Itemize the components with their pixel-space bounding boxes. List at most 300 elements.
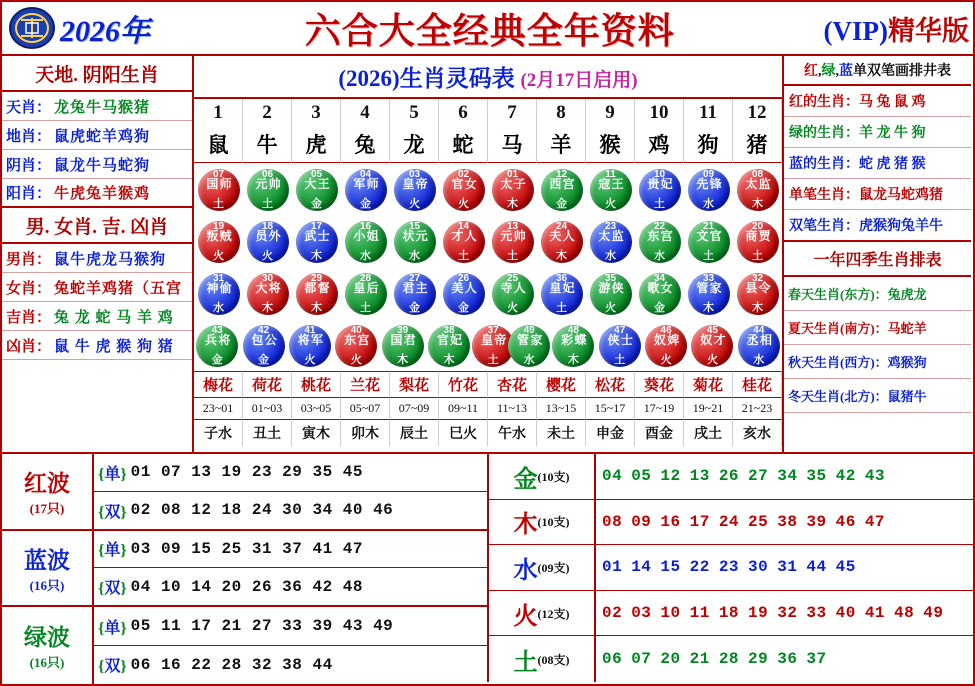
ball-cell[interactable]: [537, 218, 586, 265]
number-ball[interactable]: [345, 169, 387, 211]
element-name: 火: [513, 603, 538, 630]
element-number: 48: [894, 604, 915, 623]
ball-element: 火: [507, 301, 518, 314]
ball-title: 国 君: [390, 332, 415, 347]
column-header-numbers: [194, 99, 782, 127]
number-ball[interactable]: [196, 325, 238, 367]
list-item: 夏天生肖(南方)：马蛇羊: [784, 311, 971, 345]
range-cell: 13~15: [537, 397, 586, 419]
row-label: 阳肖：: [6, 186, 52, 202]
ball-cell[interactable]: [684, 270, 733, 317]
ball-row: [194, 319, 782, 371]
header-year: 2026年: [60, 15, 150, 48]
range-cell: 01~03: [243, 397, 292, 419]
list-item: 蓝的生肖：蛇 虎 猪 猴: [784, 148, 971, 179]
ball-element: 木: [443, 353, 455, 366]
number-ball[interactable]: [639, 273, 681, 315]
ball-number: 09: [702, 168, 715, 180]
range-cell: 15~17: [586, 397, 635, 419]
table-title-sub: (2月17日启用): [520, 70, 638, 91]
number-ball[interactable]: [688, 169, 730, 211]
ball-element: 土: [703, 249, 714, 262]
ball-element: 木: [507, 197, 518, 210]
number-ball[interactable]: [738, 325, 780, 367]
ball-number: 30: [261, 272, 274, 284]
col-animal: 狗: [684, 127, 733, 163]
element-number: 08: [602, 512, 623, 531]
table-row: [2, 607, 487, 684]
number-ball[interactable]: [428, 325, 470, 367]
number-ball[interactable]: [508, 325, 550, 367]
flower-cell: 菊花: [684, 371, 733, 397]
number-ball[interactable]: [541, 221, 583, 263]
number-ball[interactable]: [492, 273, 534, 315]
ball-number: 37: [487, 324, 499, 336]
ball-element: 土: [360, 301, 371, 314]
row-value: 鼠虎蛇羊鸡狗: [54, 128, 151, 145]
ball-element: 木: [752, 301, 763, 314]
ball-number: 34: [653, 272, 666, 284]
right-title-1: 红,绿,蓝单双笔画排井表: [784, 56, 971, 86]
ball-title: 将 军: [297, 332, 323, 347]
branch-cell: 寅木: [292, 419, 341, 446]
element-number: 20: [660, 650, 681, 669]
ball-title: 官 妃: [436, 332, 462, 347]
ball-cell[interactable]: [243, 270, 292, 317]
row-value: 兔蛇羊鸡猪（五宫: [54, 280, 183, 297]
number-ball[interactable]: [335, 325, 377, 367]
even-tag: 双: [104, 503, 121, 521]
table-row: [489, 454, 973, 500]
list-item: [2, 331, 192, 360]
row-value: 牛虎兔羊猴鸡: [54, 186, 151, 202]
number-ball[interactable]: [198, 273, 240, 315]
ball-cell[interactable]: [684, 218, 733, 265]
ball-cell[interactable]: [292, 218, 341, 265]
ball-title: 奴 才: [700, 332, 725, 347]
number-ball[interactable]: [296, 273, 338, 315]
element-count: (09支): [537, 560, 570, 575]
range-cell: 03~05: [292, 397, 341, 419]
ball-number: 31: [212, 272, 225, 284]
ball-title: 彩 蝶: [561, 332, 586, 347]
ball-element: 火: [605, 301, 616, 314]
wave-even-line: {双} 04 10 14 20 26 36 42 48: [98, 577, 363, 598]
ball-title: 都 督: [304, 280, 329, 295]
right-title-2: 一年四季生肖排表: [784, 242, 971, 277]
element-number: 18: [718, 604, 740, 623]
number-ball[interactable]: [247, 221, 289, 263]
ball-number: 08: [751, 168, 764, 180]
number-ball[interactable]: [688, 221, 730, 263]
ball-number: 03: [408, 168, 421, 180]
ball-number: 01: [506, 168, 519, 180]
number-ball[interactable]: [492, 221, 534, 263]
number-ball[interactable]: [590, 169, 632, 211]
ball-cell[interactable]: [439, 270, 488, 317]
element-count: (08支): [537, 652, 570, 667]
range-cell: 17~19: [635, 397, 684, 419]
ball-element: 火: [706, 353, 718, 366]
ball-cell[interactable]: [733, 166, 782, 213]
ball-title: 叛 贼: [206, 228, 231, 243]
ball-title: 东 宫: [344, 332, 369, 347]
ball-cell[interactable]: [194, 270, 243, 317]
ball-cell[interactable]: [597, 322, 643, 369]
element-number: 10: [660, 604, 681, 623]
number-ball[interactable]: [382, 325, 424, 367]
ball-number: 14: [457, 220, 470, 232]
ball-element: 土: [752, 249, 763, 262]
ball-element: 金: [258, 353, 270, 366]
wave-number-lines: [94, 454, 487, 529]
ball-cell[interactable]: [537, 270, 586, 317]
col-animal: 猴: [586, 127, 635, 163]
ball-title: 大 将: [255, 280, 280, 295]
element-label-cell: [489, 454, 596, 499]
ball-cell[interactable]: [586, 270, 635, 317]
number-ball[interactable]: [296, 221, 338, 263]
number-ball[interactable]: [590, 273, 632, 315]
ball-number: 41: [304, 324, 316, 336]
number-ball[interactable]: [691, 325, 733, 367]
ball-title: 游 侠: [598, 280, 623, 295]
ball-number: 17: [310, 220, 323, 232]
ball-cell[interactable]: [643, 322, 689, 369]
ball-cell[interactable]: [390, 218, 439, 265]
number-ball[interactable]: [243, 325, 285, 367]
row-label: 地肖：: [6, 128, 52, 145]
ball-element: 火: [409, 197, 420, 210]
list-item: 单笔生肖：鼠龙马蛇鸡猪: [784, 179, 971, 210]
ball-title: 才 人: [451, 228, 476, 243]
ball-title: 歌 女: [647, 280, 672, 295]
ball-title: 太 监: [745, 176, 770, 191]
ball-cell[interactable]: [635, 270, 684, 317]
col-animal: 虎: [292, 127, 341, 163]
number-ball[interactable]: [492, 169, 534, 211]
element-number: 03: [631, 604, 652, 623]
row-label: 阴肖：: [6, 157, 52, 174]
ball-title: 文 官: [696, 228, 721, 243]
ball-number: 26: [457, 272, 470, 284]
ball-title: 官 女: [451, 176, 476, 191]
number-ball[interactable]: [443, 273, 485, 315]
ball-element: 火: [213, 249, 224, 262]
ball-title: 太 子: [500, 176, 525, 191]
number-ball[interactable]: [541, 273, 583, 315]
col-num: 6: [439, 99, 488, 127]
element-number: 05: [631, 467, 652, 486]
col-animal: 兔: [341, 127, 390, 163]
ball-element: 火: [660, 353, 672, 366]
ball-title: 小 姐: [353, 228, 378, 243]
ball-number: 06: [261, 168, 274, 180]
wave-count: (16只): [29, 577, 65, 593]
ball-title: 皇 妃: [549, 280, 574, 295]
number-ball[interactable]: [541, 169, 583, 211]
number-ball[interactable]: [639, 169, 681, 211]
ball-cell[interactable]: [472, 322, 550, 369]
wave-table: [2, 454, 489, 682]
ball-element: 木: [752, 197, 763, 210]
coin-logo-icon: [6, 6, 58, 50]
row-label: 男肖：: [6, 251, 52, 268]
ball-element: 金: [360, 197, 371, 210]
element-number: 42: [835, 467, 856, 486]
element-name: 土: [513, 649, 538, 676]
ball-cell[interactable]: [243, 218, 292, 265]
table-row: [489, 636, 973, 682]
wave-name: 蓝波: [24, 547, 70, 573]
ball-title: 寇 王: [598, 176, 623, 191]
range-cell: 23~01: [194, 397, 243, 419]
ball-title: 军 师: [353, 176, 378, 191]
ball-cell[interactable]: [488, 166, 537, 213]
number-ball[interactable]: [443, 169, 485, 211]
ball-number: 32: [751, 272, 764, 284]
number-ball[interactable]: [198, 221, 240, 263]
branch-cell: 申金: [586, 419, 635, 446]
ball-element: 水: [753, 353, 765, 366]
ball-cell[interactable]: [292, 166, 341, 213]
ball-cell[interactable]: [439, 166, 488, 213]
col-animal: 蛇: [439, 127, 488, 163]
element-label-cell: [489, 591, 596, 636]
element-number: 38: [777, 512, 798, 531]
wave-odd-line: {单} 03 09 15 25 31 37 41 47: [94, 531, 487, 569]
ball-number: 42: [257, 324, 270, 336]
ball-number: 22: [653, 220, 666, 232]
col-animal: 龙: [390, 127, 439, 163]
ball-title: 兵 将: [205, 332, 230, 347]
ball-cell[interactable]: [287, 322, 333, 369]
ball-element: 木: [311, 249, 322, 262]
ball-number: 04: [359, 168, 372, 180]
element-number: 35: [806, 467, 827, 486]
number-ball[interactable]: [289, 325, 331, 367]
ball-cell[interactable]: [733, 270, 782, 317]
ball-number: 16: [359, 220, 372, 232]
ball-cell[interactable]: [439, 218, 488, 265]
ball-cell[interactable]: [341, 166, 390, 213]
ball-cell[interactable]: [733, 218, 782, 265]
element-number: 37: [806, 650, 827, 669]
element-numbers: [596, 454, 973, 499]
flower-cell: 竹花: [439, 371, 488, 397]
number-ball[interactable]: [590, 221, 632, 263]
ball-title: 神 偷: [206, 280, 231, 295]
ball-element: 金: [311, 197, 322, 210]
col-num: 5: [390, 99, 439, 127]
branch-cell: 酉金: [635, 419, 684, 446]
left-title-1: 天地. 阴阳生肖: [2, 56, 192, 92]
number-ball[interactable]: [645, 325, 687, 367]
odd-tag: 单: [104, 542, 121, 560]
ball-number: 29: [310, 272, 323, 284]
element-name: 木: [513, 512, 538, 539]
column-header-animals: [194, 127, 782, 163]
ball-cell[interactable]: [292, 270, 341, 317]
ball-cell[interactable]: [390, 270, 439, 317]
row-value: 鼠牛虎龙马猴狗: [54, 251, 167, 268]
ball-cell[interactable]: [194, 322, 240, 369]
row-label: 天肖：: [6, 99, 52, 116]
row-label: 凶肖：: [6, 338, 52, 355]
number-ball[interactable]: [394, 273, 436, 315]
hour-range-row: [194, 397, 782, 419]
ball-title: 丞 相: [746, 332, 771, 347]
table-row: [489, 591, 973, 637]
element-number: 30: [748, 558, 769, 577]
flower-cell: 梨花: [390, 371, 439, 397]
list-item: [2, 179, 192, 208]
wave-name: 绿波: [24, 625, 70, 651]
ball-title: 元 帅: [500, 228, 525, 243]
element-number: 17: [689, 512, 710, 531]
number-ball[interactable]: [443, 221, 485, 263]
ball-element: 火: [304, 353, 316, 366]
ball-element: 水: [213, 301, 224, 314]
ball-title: 君 主: [402, 280, 427, 295]
number-ball[interactable]: [639, 221, 681, 263]
number-ball[interactable]: [198, 169, 240, 211]
element-number: 33: [806, 604, 827, 623]
col-animal: 鸡: [635, 127, 684, 163]
element-number: 46: [835, 512, 856, 531]
ball-cell[interactable]: [684, 166, 733, 213]
ball-number: 07: [212, 168, 225, 180]
ball-cell[interactable]: [390, 166, 439, 213]
ball-number: 12: [555, 168, 568, 180]
ball-cell[interactable]: [379, 322, 425, 369]
number-ball[interactable]: [737, 221, 779, 263]
wave-number-lines: [94, 531, 487, 606]
ball-cell[interactable]: [243, 166, 292, 213]
wave-number-lines: [94, 607, 487, 684]
flower-cell: 松花: [586, 371, 635, 397]
table-row: [2, 454, 487, 531]
number-ball[interactable]: [345, 273, 387, 315]
ball-cell[interactable]: [635, 166, 684, 213]
ball-cell[interactable]: [194, 166, 243, 213]
branch-cell: 戌土: [684, 419, 733, 446]
ball-cell[interactable]: [488, 218, 537, 265]
ball-title: 国 师: [206, 176, 231, 191]
ball-number: 45: [706, 324, 718, 336]
odd-tag: 单: [104, 465, 121, 483]
ball-cell[interactable]: [426, 322, 472, 369]
ball-grid-area: [194, 163, 782, 371]
flower-cell: 桃花: [292, 371, 341, 397]
ball-cell[interactable]: [586, 218, 635, 265]
element-number: 21: [689, 650, 710, 669]
col-num: 7: [488, 99, 537, 127]
ball-element: 火: [350, 353, 362, 366]
ball-title: 贵 妃: [647, 176, 672, 191]
ball-cell[interactable]: [586, 166, 635, 213]
bottom-section: [2, 452, 973, 682]
row-value: 鼠龙牛马蛇狗: [54, 157, 151, 174]
number-ball[interactable]: [247, 169, 289, 211]
ball-number: 21: [702, 220, 715, 232]
ball-element: 木: [703, 301, 714, 314]
ball-element: 土: [213, 197, 224, 210]
ball-cell[interactable]: [341, 270, 390, 317]
branch-cell: 卯木: [341, 419, 390, 446]
odd-numbers: 01 07 13 19 23 29 35 45: [130, 463, 363, 482]
ball-cell[interactable]: [240, 322, 286, 369]
branch-cell: 子水: [194, 419, 243, 446]
ball-title: 西 宫: [549, 176, 574, 191]
number-ball[interactable]: [345, 221, 387, 263]
ball-element: 水: [703, 197, 714, 210]
element-number: 23: [718, 558, 740, 577]
number-ball[interactable]: [688, 273, 730, 315]
ball-cell[interactable]: [689, 322, 735, 369]
ball-cell[interactable]: [635, 218, 684, 265]
ball-cell[interactable]: [736, 322, 782, 369]
col-animal: 马: [488, 127, 537, 163]
ball-title: 奴 婢: [653, 332, 679, 347]
number-ball[interactable]: [599, 325, 641, 367]
element-number: 31: [777, 558, 798, 577]
ball-cell[interactable]: [341, 218, 390, 265]
flower-cell: 兰花: [341, 371, 390, 397]
ball-title: 武 士: [304, 228, 329, 243]
ball-cell[interactable]: [333, 322, 379, 369]
number-ball[interactable]: [296, 169, 338, 211]
ball-element: 土: [487, 353, 499, 366]
number-ball[interactable]: [737, 273, 779, 315]
ball-number: 40: [350, 324, 362, 336]
element-number: 12: [660, 467, 681, 486]
ball-title: 寺 人: [500, 280, 525, 295]
wave-count: (17只): [29, 501, 65, 517]
ball-row: [194, 163, 782, 215]
number-ball[interactable]: [737, 169, 779, 211]
number-ball[interactable]: [552, 325, 594, 367]
ball-number: 48: [567, 324, 579, 336]
ball-element: 火: [458, 197, 469, 210]
ball-cell[interactable]: [537, 166, 586, 213]
element-numbers: [596, 500, 973, 545]
row-label: 吉肖：: [6, 309, 52, 326]
ball-number: 11: [605, 168, 616, 180]
element-branch-row: [194, 419, 782, 446]
ball-title: 员 外: [255, 228, 280, 243]
ball-cell[interactable]: [550, 322, 596, 369]
ball-element: 木: [262, 301, 273, 314]
ball-element: 火: [605, 197, 616, 210]
col-num: 4: [341, 99, 390, 127]
ball-number: 35: [604, 272, 617, 284]
odd-tag: 单: [104, 619, 121, 637]
list-item: [2, 92, 192, 121]
number-ball[interactable]: [394, 169, 436, 211]
ball-element: 金: [211, 353, 223, 366]
number-ball[interactable]: [247, 273, 289, 315]
flower-cell: 杏花: [488, 371, 537, 397]
flower-cell: 樱花: [537, 371, 586, 397]
element-number: 32: [777, 604, 798, 623]
wave-name-cell: [2, 454, 94, 529]
ball-cell[interactable]: [488, 270, 537, 317]
ball-cell[interactable]: [194, 218, 243, 265]
number-ball[interactable]: [394, 221, 436, 263]
list-item: [2, 302, 192, 331]
left-column: [2, 56, 194, 452]
